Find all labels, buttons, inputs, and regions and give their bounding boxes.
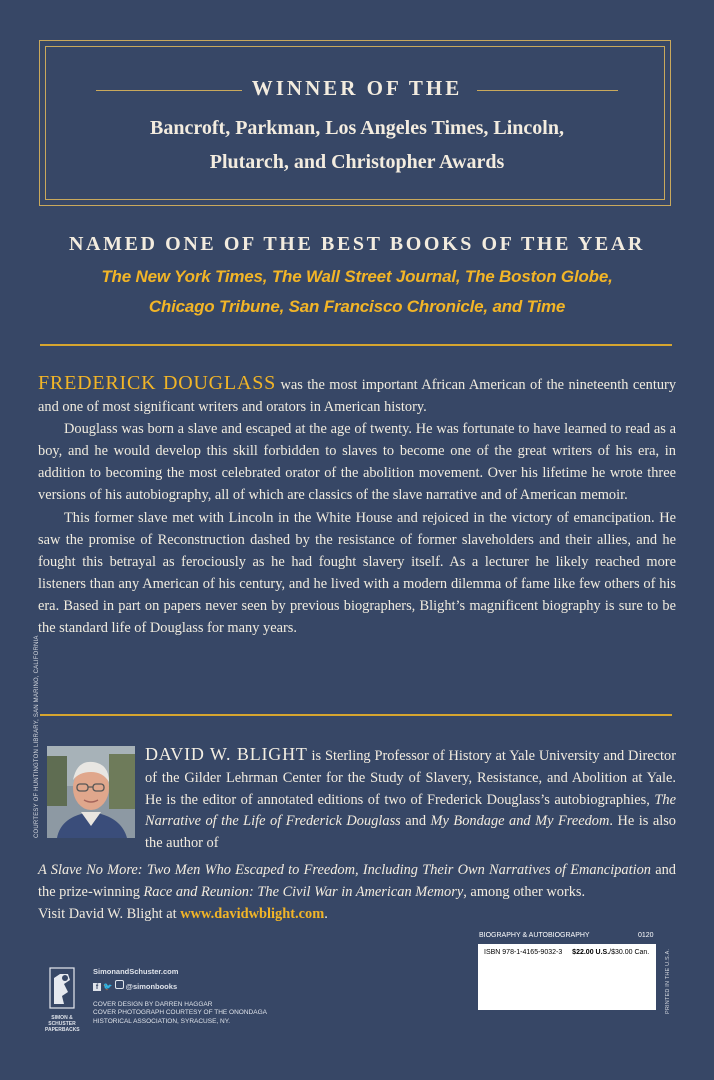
subject-name: FREDERICK DOUGLASS [38, 372, 277, 394]
book-description [38, 372, 676, 639]
social-row [93, 980, 177, 991]
book-title-slave-no-more: A Slave No More: Two Men Who Escaped to Freedom, Including Their Own Narratives of Emancipation [38, 862, 651, 878]
photo-credit: COURTESY OF HUNTINGTON LIBRARY, SAN MARINO, CALIFORNIA [34, 635, 40, 838]
description-paragraph-1: FREDERICK DOUGLASS was the most important African American of the nineteenth century and one of most significant writers and orators in American history. [38, 372, 677, 416]
instagram-icon[interactable] [115, 980, 124, 989]
barcode-box [478, 944, 656, 1010]
description-paragraph-2: Douglass was born a slave and escaped at the age of twenty. He was fortunate to have learned to read as a boy, and he would develop this skill forbidden to slaves to become one of the great writers of his era, in addition to becoming the most celebrated orator of the abolition movement. Over his lifetime he wrote three versions of his autobiography, all of which are classics of the slave narrative and of American memoir. [38, 421, 676, 504]
award-heading: WINNER OF THE [0, 76, 714, 101]
best-books-heading: NAMED ONE OF THE BEST BOOKS OF THE YEAR [69, 233, 645, 255]
publisher-website[interactable]: SimonandSchuster.com [93, 967, 179, 976]
category-label: BIOGRAPHY & AUTOBIOGRAPHY [479, 932, 590, 939]
imprint-line-3: PAPERBACKS [45, 1027, 80, 1033]
isbn-text: ISBN 978-1-4165-9032-3 [484, 949, 563, 956]
printed-in: PRINTED IN THE U.S.A. [665, 948, 671, 1014]
cover-credit-2: COVER PHOTOGRAPH COURTESY OF THE ONONDAGA [93, 1009, 267, 1017]
description-paragraph-3: This former slave met with Lincoln in the White House and rejoiced in the victory of emancipation. He saw the promise of Reconstruction dashed by the resistance of former slaveholders and their allies, and he fought this betrayal as ferociously as he had fought slavery itself. As a lecturer he likely reached more listeners than any American of his century, and he lived with a modern dilemma of fame like few others of his era. Based in part on papers never seen by previous biographers, Blight’s magnificent biography is sure to be the standard life of Douglass for many years. [38, 509, 676, 637]
price-us: $22.00 U.S. [572, 949, 610, 956]
author-name: DAVID W. BLIGHT [145, 744, 308, 764]
imprint-line-2: SCHUSTER [48, 1021, 76, 1027]
award-list-line-2: Plutarch, and Christopher Awards [209, 151, 505, 173]
price-can: /$30.00 Can. [609, 949, 650, 956]
author-bio-continued: A Slave No More: Two Men Who Escaped to Freedom, Including Their Own Narratives of Emancipation and the prize-winning Race and Reunion: The Civil War in American Memory, among other works. Visit David W. Blight at www.davidwblight.com. [38, 862, 676, 922]
author-bio: DAVID W. BLIGHT is Sterling Professor of History at Yale University and Director of the Gilder Lehrman Center for the Study of Slavery, Resistance, and Abolition at Yale. He is the editor of annotated editions of two of Frederick Douglass’s autobiographies, The Narrative of the Life of Frederick Douglass and My Bondage and My Freedom. He is also the author of [145, 744, 677, 852]
publisher-logo [45, 966, 80, 1033]
book-title-race-reunion: Race and Reunion: The Civil War in American Memory [143, 883, 464, 900]
imprint-line-1: SIMON & [51, 1015, 73, 1021]
cover-credit-3: HISTORICAL ASSOCIATION, SYRACUSE, NY. [93, 1017, 231, 1025]
book-title-bondage: My Bondage and My Freedom [430, 813, 610, 830]
category-code: 0120 [638, 932, 654, 939]
divider-middle [40, 714, 672, 716]
cover-credits [93, 1001, 267, 1026]
divider-top [40, 344, 672, 346]
publications-line-2: Chicago Tribune, San Francisco Chronicle, and Time [148, 297, 566, 316]
twitter-icon[interactable]: 🐦 [103, 982, 113, 991]
cover-credit-1: COVER DESIGN BY DARREN HAGGAR [93, 1001, 213, 1008]
award-list-line-1: Bancroft, Parkman, Los Angeles Times, Lincoln, [150, 117, 564, 139]
author-photo [47, 746, 135, 838]
social-handle[interactable]: @simonbooks [125, 982, 178, 991]
facebook-icon[interactable]: f [93, 983, 101, 991]
publications-line-1: The New York Times, The Wall Street Journal, The Boston Globe, [101, 267, 613, 286]
book-title-narrative: The Narrative of the Life of Frederick Douglass [145, 791, 676, 830]
author-website-link[interactable]: www.davidwblight.com [180, 905, 325, 922]
